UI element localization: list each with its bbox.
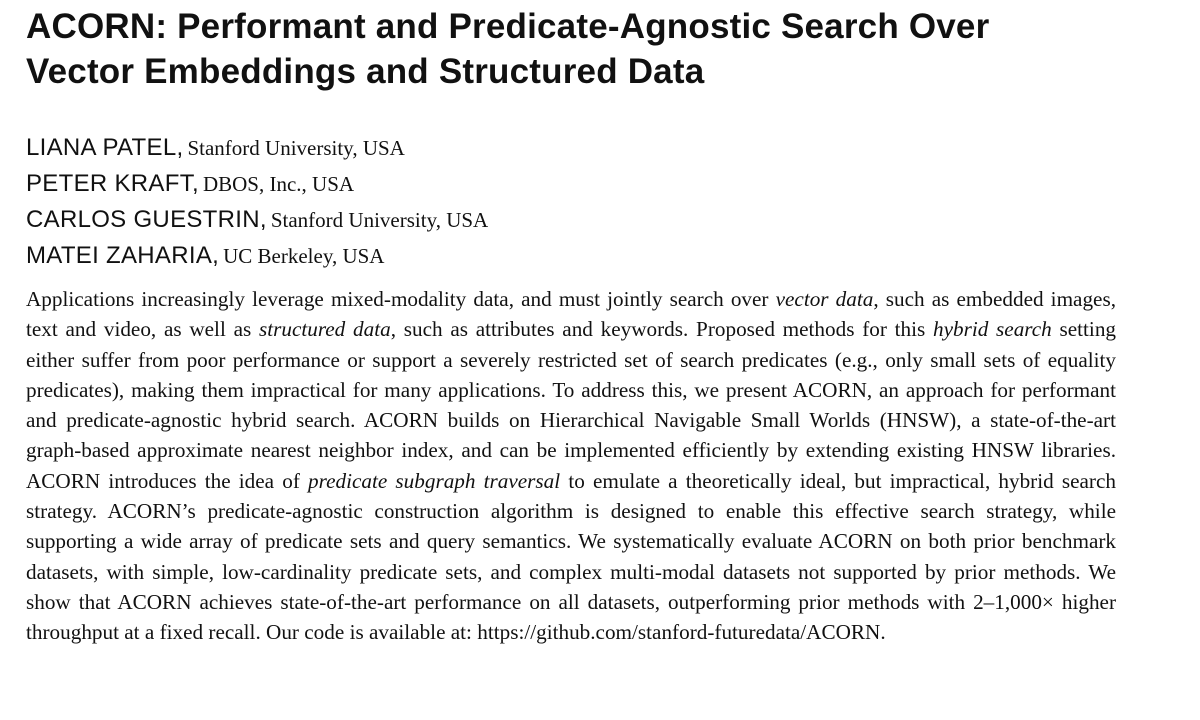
author-affiliation: Stanford University, USA: [270, 208, 489, 232]
author-name: LIANA PATEL: [26, 134, 177, 161]
paper-title-line-2: Vector Embeddings and Structured Data: [26, 52, 705, 91]
abstract-text: to emulate a theoretically ideal, but impractical, hybrid search strategy. ACORN’s predicate-agnostic construction algorithm is designed to enable this effective search strategy, while supporting a wide array of predicate sets and query semantics. We systematically evaluate ACORN on both prior benchmark datasets, with simple, low-cardinality predicate sets, and complex multi-modal datasets not supported by prior methods. We show that ACORN achieves state-of-the-art performance on all datasets, outperforming prior methods with 2–1,000× higher throughput at a fixed recall. Our code is available at: https://github.com/stanford-futuredata/ACORN.: [26, 468, 1116, 645]
author-entry: MATEI ZAHARIA, UC Berkeley, USA: [26, 242, 385, 269]
author-list: [26, 130, 1176, 274]
author-entry: LIANA PATEL, Stanford University, USA: [26, 134, 405, 161]
abstract-emphasis: hybrid search: [933, 317, 1052, 342]
abstract-text: , such as embedded images, text and video, as well as: [26, 287, 1116, 342]
paper-title: [26, 4, 1176, 94]
abstract: [26, 284, 1116, 648]
author-affiliation: DBOS, Inc., USA: [202, 172, 355, 196]
author-name: MATEI ZAHARIA: [26, 242, 213, 269]
abstract-text: Applications increasingly leverage mixed-modality data, and must jointly search over: [26, 287, 776, 311]
paper-page: [26, 4, 1176, 669]
abstract-text: , such as attributes and keywords. Proposed methods for this: [390, 317, 933, 342]
abstract-emphasis: vector data: [775, 287, 874, 311]
author-entry: PETER KRAFT, DBOS, Inc., USA: [26, 170, 355, 197]
abstract-emphasis: predicate subgraph traversal: [308, 468, 561, 493]
abstract-text: setting either suffer from poor performance or support a severely restricted set of search predicates (e.g., only small sets of equality predicates), making them impractical for many applications. To address this, we present ACORN, an approach for performant and predicate-agnostic hybrid search. ACORN builds on Hierarchical Navigable Small Worlds (HNSW), a state-of-the-art graph-based approximate nearest neighbor index, and can be implemented efficiently by extending existing HNSW libraries. ACORN introduces the idea of: [26, 317, 1117, 493]
author-affiliation: UC Berkeley, USA: [223, 244, 385, 268]
author-name: CARLOS GUESTRIN: [26, 206, 260, 233]
author-entry: CARLOS GUESTRIN, Stanford University, USA: [26, 206, 489, 233]
paper-title-line-1: ACORN: Performant and Predicate-Agnostic Search Over: [26, 7, 990, 46]
abstract-emphasis: structured data: [258, 317, 391, 342]
author-affiliation: Stanford University, USA: [187, 136, 405, 160]
author-name: PETER KRAFT: [26, 170, 192, 197]
